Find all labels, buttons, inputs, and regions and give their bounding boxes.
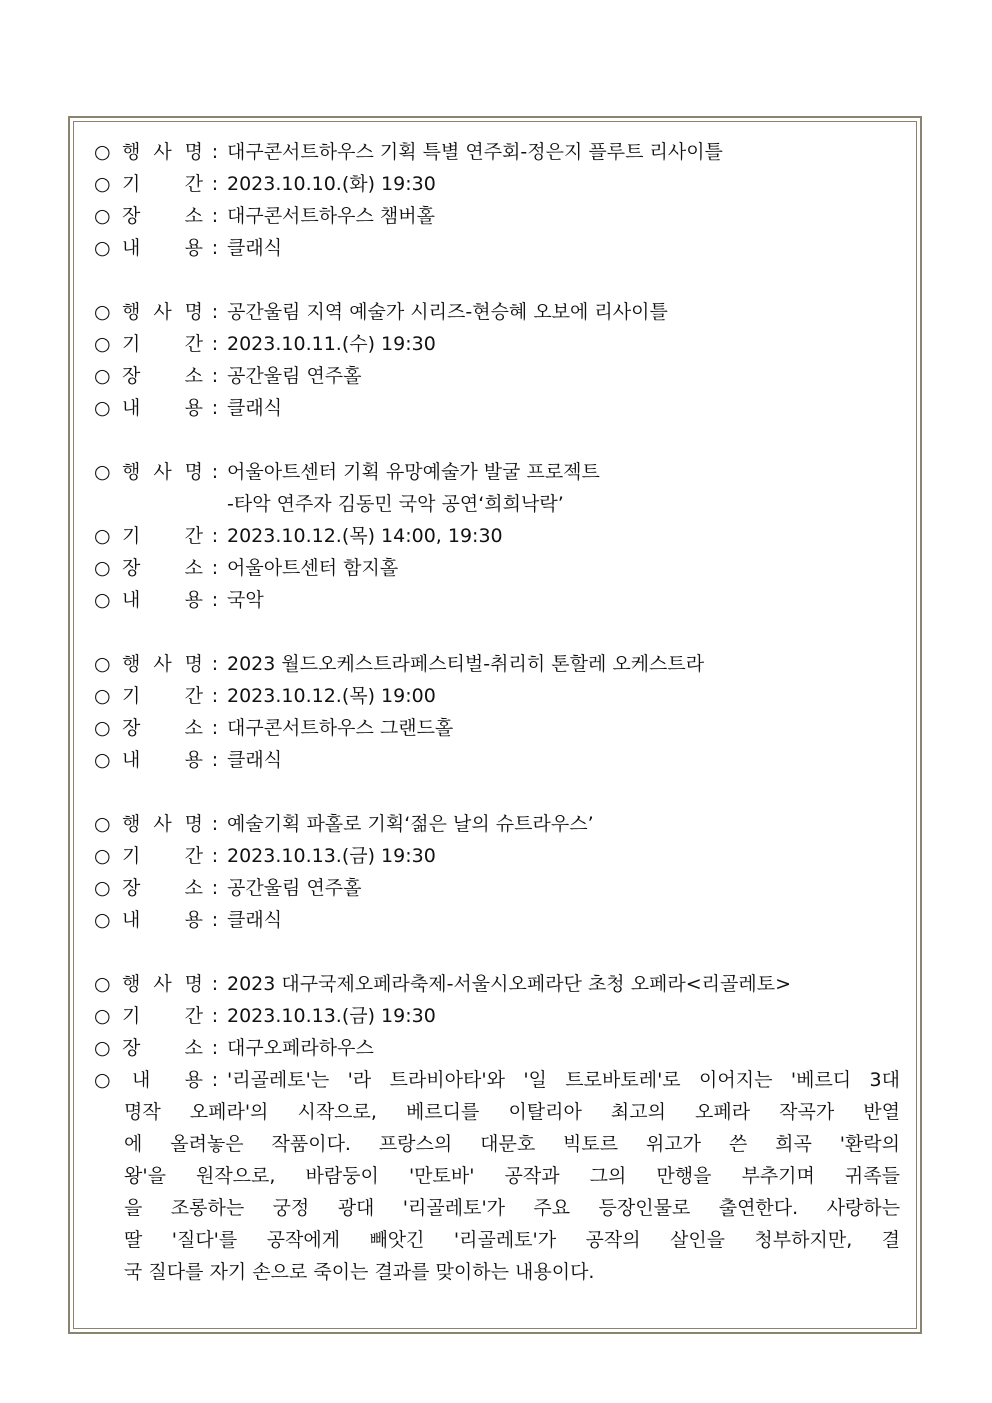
bullet-icon: ○	[94, 749, 111, 771]
event-name-row	[94, 456, 900, 520]
description-line: 왕'을 원작으로, 바람둥이 '만토바' 공작과 그의 만행을 부추기며 귀족들	[124, 1165, 900, 1187]
place-label: 장 소	[122, 877, 203, 899]
colon: :	[211, 205, 219, 227]
bullet-icon: ○	[94, 397, 111, 419]
event-content: 클래식	[227, 749, 283, 771]
event-name	[227, 456, 900, 520]
name-label: 행 사 명	[122, 653, 203, 675]
content-label: 내 용	[122, 749, 203, 771]
bullet-icon: ○	[94, 717, 111, 739]
bullet-icon: ○	[94, 333, 111, 355]
period-label: 기 간	[122, 845, 203, 867]
event-name: 2023 대구국제오페라축제-서울시오페라단 초청 오페라<리골레토>	[227, 973, 792, 995]
bullet-icon: ○	[94, 973, 111, 995]
event-content-row	[94, 904, 900, 936]
description-line: 명작 오페라'의 시작으로, 베르디를 이탈리아 최고의 오페라 작곡가 반열	[124, 1101, 900, 1123]
name-label: 행 사 명	[122, 461, 203, 483]
bullet-icon: ○	[94, 909, 111, 931]
colon: :	[211, 909, 219, 931]
event-period-row	[94, 328, 900, 360]
bullet-icon: ○	[94, 173, 111, 195]
colon: :	[211, 1005, 219, 1027]
name-label: 행 사 명	[122, 813, 203, 835]
event-content: 클래식	[227, 397, 283, 419]
bullet-icon: ○	[94, 1005, 111, 1027]
colon: :	[211, 653, 219, 675]
event-content-row	[94, 392, 900, 424]
event-place-row	[94, 712, 900, 744]
place-label: 장 소	[122, 717, 203, 739]
event-place-row	[94, 552, 900, 584]
place-label: 장 소	[122, 205, 203, 227]
event-name: 예술기획 파홀로 기획‘젊은 날의 슈트라우스’	[227, 813, 594, 835]
event-item	[94, 456, 900, 616]
event-item	[94, 648, 900, 776]
colon: :	[211, 973, 219, 995]
colon: :	[211, 557, 219, 579]
bullet-icon: ○	[94, 1069, 111, 1091]
event-name-line: 어울아트센터 기획 유망예술가 발굴 프로젝트	[227, 461, 600, 483]
event-content: 클래식	[227, 909, 283, 931]
event-period-row	[94, 680, 900, 712]
name-label: 행 사 명	[122, 301, 203, 323]
colon: :	[211, 525, 219, 547]
content-label: 내 용	[122, 237, 203, 259]
event-item	[94, 296, 900, 424]
event-place: 어울아트센터 함지홀	[227, 557, 399, 579]
event-content-row	[94, 1064, 900, 1288]
colon: :	[211, 685, 219, 707]
colon: :	[211, 1069, 219, 1091]
event-name: 공간울림 지역 예술가 시리즈-현승혜 오보에 리사이틀	[227, 301, 668, 323]
description-line: 딸 '질다'를 공작에게 빼앗긴 '리골레토'가 공작의 살인을 청부하지만, 결	[124, 1229, 900, 1251]
event-period: 2023.10.13.(금) 19:30	[227, 845, 436, 867]
event-content: 국악	[227, 589, 264, 611]
bullet-icon: ○	[94, 237, 111, 259]
event-item	[94, 136, 900, 264]
bullet-icon: ○	[94, 877, 111, 899]
event-place: 대구오페라하우스	[227, 1037, 374, 1059]
content-label: 내 용	[132, 1069, 203, 1091]
bullet-icon: ○	[94, 685, 111, 707]
bullet-icon: ○	[94, 653, 111, 675]
colon: :	[211, 173, 219, 195]
bullet-icon: ○	[94, 589, 111, 611]
description-line: 에 올려놓은 작품이다. 프랑스의 대문호 빅토르 위고가 쓴 희곡 '환락의	[124, 1133, 900, 1155]
name-label: 행 사 명	[122, 973, 203, 995]
event-place: 공간울림 연주홀	[227, 365, 362, 387]
period-label: 기 간	[122, 1005, 203, 1027]
event-place-row	[94, 360, 900, 392]
name-label: 행 사 명	[122, 141, 203, 163]
period-label: 기 간	[122, 173, 203, 195]
bullet-icon: ○	[94, 813, 111, 835]
event-content-row	[94, 232, 900, 264]
event-name-row	[94, 968, 900, 1000]
colon: :	[211, 141, 219, 163]
event-content-row	[94, 584, 900, 616]
event-name-row	[94, 648, 900, 680]
bullet-icon: ○	[94, 525, 111, 547]
event-list	[94, 136, 900, 1320]
event-period: 2023.10.13.(금) 19:30	[227, 1005, 436, 1027]
event-item	[94, 808, 900, 936]
period-label: 기 간	[122, 525, 203, 547]
event-period: 2023.10.11.(수) 19:30	[227, 333, 436, 355]
place-label: 장 소	[122, 1037, 203, 1059]
bullet-icon: ○	[94, 557, 111, 579]
place-label: 장 소	[122, 557, 203, 579]
event-place: 공간울림 연주홀	[227, 877, 362, 899]
bullet-icon: ○	[94, 845, 111, 867]
content-label: 내 용	[122, 589, 203, 611]
colon: :	[211, 461, 219, 483]
colon: :	[211, 813, 219, 835]
event-period-row	[94, 168, 900, 200]
event-place-row	[94, 872, 900, 904]
event-place-row	[94, 1032, 900, 1064]
colon: :	[211, 301, 219, 323]
colon: :	[211, 1037, 219, 1059]
colon: :	[211, 333, 219, 355]
event-name-row	[94, 808, 900, 840]
event-name-row	[94, 296, 900, 328]
colon: :	[211, 717, 219, 739]
colon: :	[211, 845, 219, 867]
description-line: 을 조롱하는 궁정 광대 '리골레토'가 주요 등장인물로 출연한다. 사랑하는	[124, 1197, 900, 1219]
event-name-row	[94, 136, 900, 168]
event-name: 2023 월드오케스트라페스티벌-취리히 톤할레 오케스트라	[227, 653, 705, 675]
event-place-row	[94, 200, 900, 232]
event-period: 2023.10.10.(화) 19:30	[227, 173, 436, 195]
bullet-icon: ○	[94, 461, 111, 483]
colon: :	[211, 749, 219, 771]
content-label: 내 용	[122, 909, 203, 931]
description-line: '리골레토'는 '라 트라비아타'와 '일 트로바토레'로 이어지는 '베르디 3대	[227, 1069, 900, 1091]
description-line: 국 질다를 자기 손으로 죽이는 결과를 맞이하는 내용이다.	[124, 1261, 595, 1283]
event-description	[124, 1064, 900, 1288]
event-period-row	[94, 520, 900, 552]
event-period-row	[94, 840, 900, 872]
bullet-icon: ○	[94, 141, 111, 163]
content-label: 내 용	[122, 397, 203, 419]
event-period: 2023.10.12.(목) 14:00, 19:30	[227, 525, 503, 547]
bullet-icon: ○	[94, 301, 111, 323]
period-label: 기 간	[122, 333, 203, 355]
event-content-row	[94, 744, 900, 776]
bullet-icon: ○	[94, 205, 111, 227]
bullet-icon: ○	[94, 1037, 111, 1059]
event-period: 2023.10.12.(목) 19:00	[227, 685, 436, 707]
event-name-line: -타악 연주자 김동민 국악 공연‘희희낙락’	[227, 493, 564, 515]
place-label: 장 소	[122, 365, 203, 387]
period-label: 기 간	[122, 685, 203, 707]
colon: :	[211, 397, 219, 419]
event-place: 대구콘서트하우스 그랜드홀	[227, 717, 454, 739]
bullet-icon: ○	[94, 365, 111, 387]
colon: :	[211, 237, 219, 259]
event-period-row	[94, 1000, 900, 1032]
colon: :	[211, 877, 219, 899]
colon: :	[211, 589, 219, 611]
event-content: 클래식	[227, 237, 283, 259]
event-place: 대구콘서트하우스 챔버홀	[227, 205, 435, 227]
event-name: 대구콘서트하우스 기획 특별 연주회-정은지 플루트 리사이틀	[227, 141, 723, 163]
event-item	[94, 968, 900, 1288]
colon: :	[211, 365, 219, 387]
